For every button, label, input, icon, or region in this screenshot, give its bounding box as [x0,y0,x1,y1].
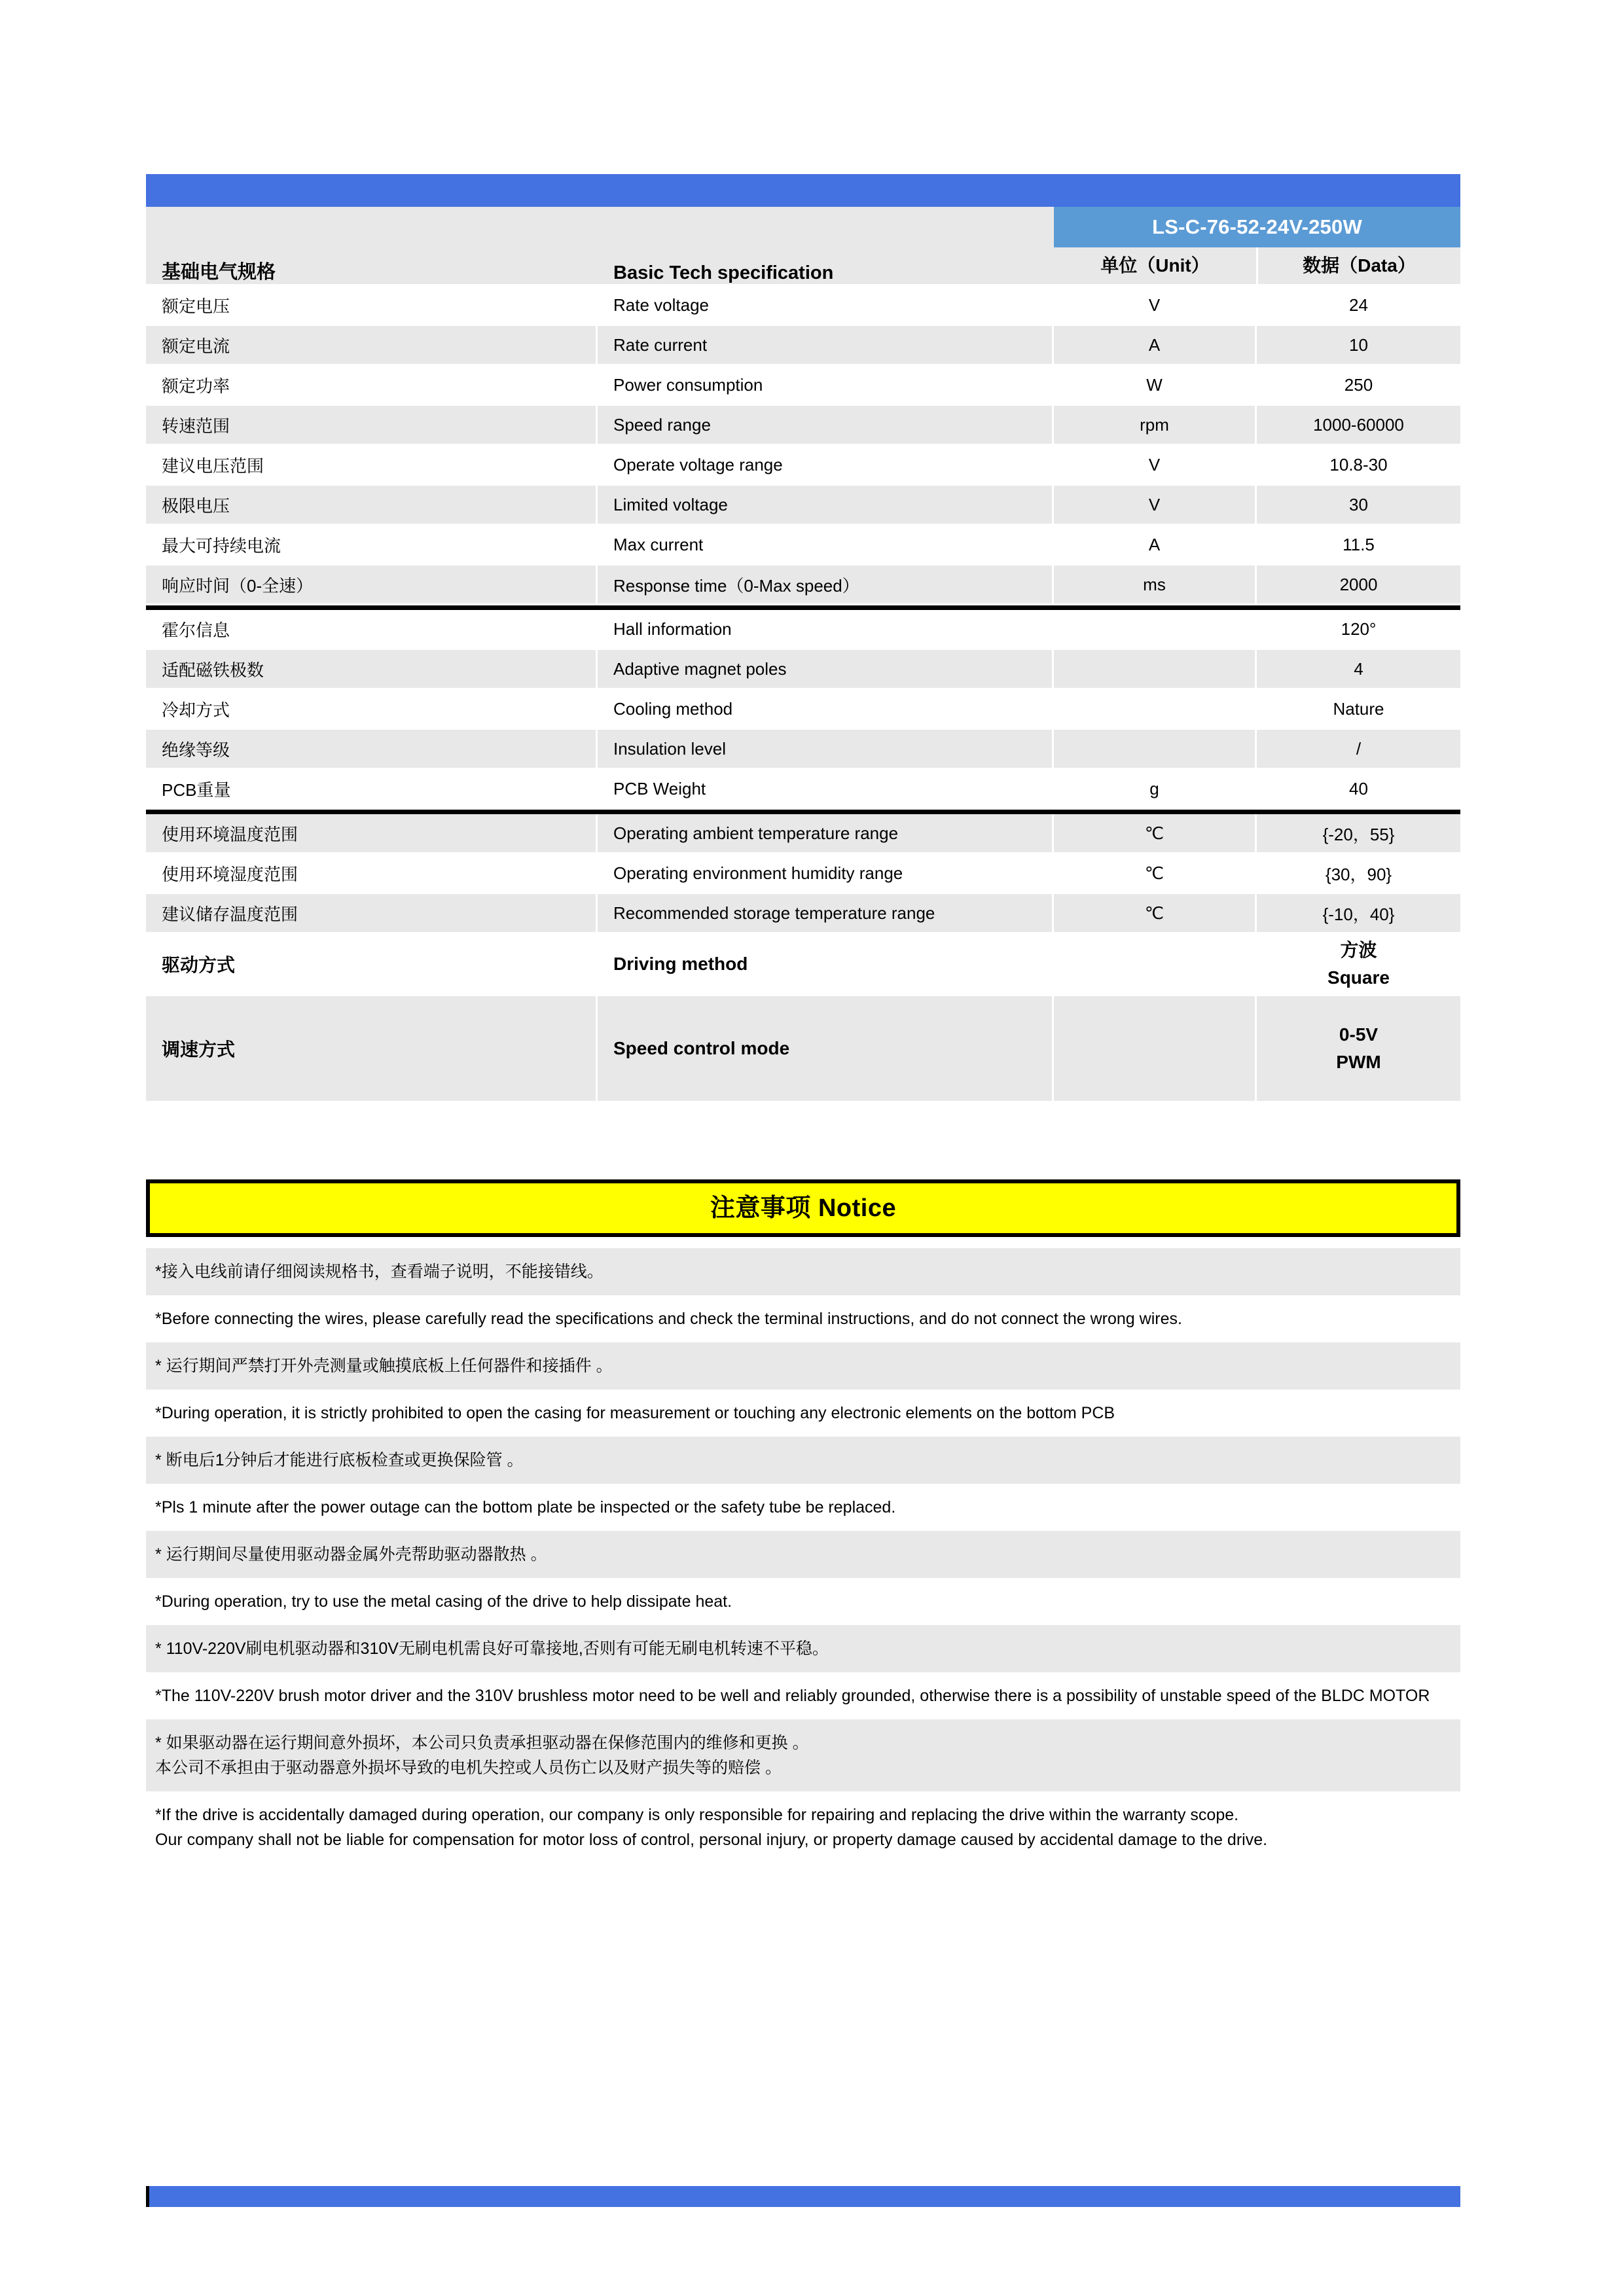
row-cn: 额定电压 [146,286,598,326]
row-data: 1000-60000 [1257,406,1460,446]
notice-line: *Pls 1 minute after the power outage can the bottom plate be inspected or the safety tube be replaced. [155,1498,896,1516]
notice-line: *Before connecting the wires, please carefully read the specifications and check the terminal instructions, and do not connect the wrong wires. [155,1310,1182,1328]
notice-line: *If the drive is accidentally damaged during operation, our company is only responsible for repairing and replacing the drive within the warranty scope. [155,1806,1239,1824]
row-cn: 额定电流 [146,326,598,366]
row-unit: rpm [1054,406,1257,446]
row-en: Max current [598,526,1054,565]
row-cn: 建议储存温度范围 [146,894,598,934]
row-cn: 建议电压范围 [146,446,598,486]
row-unit [1054,690,1257,730]
row-data: {-20，55} [1257,814,1460,854]
driving-en: Driving method [598,934,1054,996]
row-en: PCB Weight [598,770,1054,810]
notice-item [146,1719,1460,1791]
table-row-speed-control-mode [146,996,1460,1103]
row-unit: A [1054,326,1257,366]
table-row [146,406,1460,446]
table-row [146,690,1460,730]
section-divider-rule [146,810,1460,814]
row-data: 120° [1257,610,1460,650]
notice-line: *During operation, it is strictly prohibited to open the casing for measurement or touching any electronic elements on the bottom PCB [155,1404,1115,1422]
row-unit: A [1054,526,1257,565]
speed-unit [1054,996,1257,1103]
table-top-blue-bar [146,174,1460,207]
table-row [146,650,1460,690]
rule-segment [1054,810,1257,814]
notice-item [146,1578,1460,1625]
table-row [146,854,1460,894]
row-en: Operating environment humidity range [598,854,1054,894]
notice-line: *The 110V-220V brush motor driver and the 310V brushless motor need to be well and reliably grounded, otherwise there is a possibility of unstable speed of the BLDC MOTOR [155,1687,1430,1705]
table-row [146,814,1460,854]
table-row [146,526,1460,565]
row-data: 2000 [1257,565,1460,605]
table-row [146,446,1460,486]
footer-blue-bar [146,2186,1460,2207]
notice-line: * 运行期间严禁打开外壳测量或触摸底板上任何器件和接插件 。 [155,1357,613,1375]
notice-item [146,1531,1460,1578]
notice-line: 本公司不承担由于驱动器意外损坏导致的电机失控或人员伤亡以及财产损失等的赔偿 。 [155,1759,782,1777]
notice-item [146,1248,1460,1295]
driving-data-line1: 方波 [1340,940,1377,960]
rule-segment [146,810,598,814]
header-cn-label: 基础电气规格 [146,207,598,286]
table-row [146,565,1460,605]
row-unit: W [1054,366,1257,406]
row-en: Hall information [598,610,1054,650]
table-row-driving-method [146,934,1460,996]
row-cn: 响应时间（0-全速） [146,565,598,605]
row-cn: 适配磁铁极数 [146,650,598,690]
row-unit: g [1054,770,1257,810]
row-en: Rate current [598,326,1054,366]
speed-data-line2: PWM [1336,1052,1381,1072]
rule-segment [1054,605,1257,610]
table-row [146,730,1460,770]
notice-line: * 110V-220V刷电机驱动器和310V无刷电机需良好可靠接地,否则有可能无刷电机转速不平稳。 [155,1640,829,1658]
speed-data [1257,996,1460,1103]
notice-line: * 断电后1分钟后才能进行底板检查或更换保险管 。 [155,1451,524,1469]
row-unit [1054,730,1257,770]
section-divider-rule [146,605,1460,610]
row-unit: ℃ [1054,814,1257,854]
notice-line: *接入电线前请仔细阅读规格书，查看端子说明，不能接错线。 [155,1263,604,1281]
row-cn: 最大可持续电流 [146,526,598,565]
row-cn: PCB重量 [146,770,598,810]
table-row [146,486,1460,526]
notice-line: * 运行期间尽量使用驱动器金属外壳帮助驱动器散热 。 [155,1545,547,1564]
header-en-label: Basic Tech specification [598,207,1054,286]
unit-data-subheader [1054,247,1460,284]
table-row [146,286,1460,326]
notice-item [146,1390,1460,1437]
row-unit: ℃ [1054,854,1257,894]
row-data: 24 [1257,286,1460,326]
spec-table-grid [146,174,1460,1103]
row-cn: 额定功率 [146,366,598,406]
rule-segment [598,605,1054,610]
row-unit: V [1054,286,1257,326]
row-unit: V [1054,446,1257,486]
row-data: 10 [1257,326,1460,366]
notice-list [146,1248,1460,1863]
table-row [146,610,1460,650]
row-cn: 使用环境湿度范围 [146,854,598,894]
row-data: / [1257,730,1460,770]
header-model-block [1054,207,1460,286]
row-unit: ms [1054,565,1257,605]
row-unit: V [1054,486,1257,526]
row-data: 40 [1257,770,1460,810]
notice-item [146,1791,1460,1863]
row-en: Recommended storage temperature range [598,894,1054,934]
table-row [146,366,1460,406]
header-data-label: 数据（Data） [1303,255,1416,276]
row-en: Response time（0-Max speed） [598,565,1054,605]
row-data: 250 [1257,366,1460,406]
speed-data-line1: 0-5V [1339,1024,1379,1045]
row-data: 4 [1257,650,1460,690]
rule-segment [598,810,1054,814]
driving-data [1257,934,1460,996]
driving-data-line2: Square [1327,967,1390,988]
row-en: Rate voltage [598,286,1054,326]
rule-segment [146,605,598,610]
row-en: Speed range [598,406,1054,446]
row-en: Power consumption [598,366,1054,406]
model-name-banner: LS-C-76-52-24V-250W [1054,207,1460,247]
rule-segment [1257,810,1460,814]
notice-item [146,1295,1460,1342]
driving-unit [1054,934,1257,996]
row-unit: ℃ [1054,894,1257,934]
notice-line: Our company shall not be liable for compensation for motor loss of control, personal injury, or property damage caused by accidental damage to the drive. [155,1831,1268,1849]
row-en: Limited voltage [598,486,1054,526]
table-row [146,770,1460,810]
notice-banner-title: 注意事项 Notice [146,1179,1460,1237]
notice-line: * 如果驱动器在运行期间意外损坏，本公司只负责承担驱动器在保修范围内的维修和更换 。 [155,1734,809,1752]
row-cn: 转速范围 [146,406,598,446]
table-row [146,326,1460,366]
row-data: {30，90} [1257,854,1460,894]
notice-item [146,1625,1460,1672]
row-en: Insulation level [598,730,1054,770]
row-data: 30 [1257,486,1460,526]
spec-table [146,174,1460,1103]
row-en: Cooling method [598,690,1054,730]
notice-item [146,1672,1460,1719]
row-en: Operating ambient temperature range [598,814,1054,854]
row-data: 11.5 [1257,526,1460,565]
row-data: Nature [1257,690,1460,730]
row-unit [1054,610,1257,650]
row-cn: 极限电压 [146,486,598,526]
row-data: 10.8-30 [1257,446,1460,486]
row-cn: 绝缘等级 [146,730,598,770]
rule-segment [1257,605,1460,610]
notice-item [146,1437,1460,1484]
speed-en: Speed control mode [598,996,1054,1103]
notice-line: *During operation, try to use the metal casing of the drive to help dissipate heat. [155,1592,732,1611]
notice-item [146,1484,1460,1531]
row-cn: 霍尔信息 [146,610,598,650]
row-cn: 使用环境温度范围 [146,814,598,854]
row-data: {-10，40} [1257,894,1460,934]
top-blue-bar-cell [146,174,1460,207]
row-en: Adaptive magnet poles [598,650,1054,690]
row-unit [1054,650,1257,690]
spec-table-body [146,174,1460,1103]
table-row [146,894,1460,934]
speed-cn: 调速方式 [146,996,598,1103]
row-cn: 冷却方式 [146,690,598,730]
spec-table-header-row [146,207,1460,286]
row-en: Operate voltage range [598,446,1054,486]
header-unit-label: 单位（Unit） [1054,247,1258,284]
driving-cn: 驱动方式 [146,934,598,996]
notice-item [146,1342,1460,1390]
